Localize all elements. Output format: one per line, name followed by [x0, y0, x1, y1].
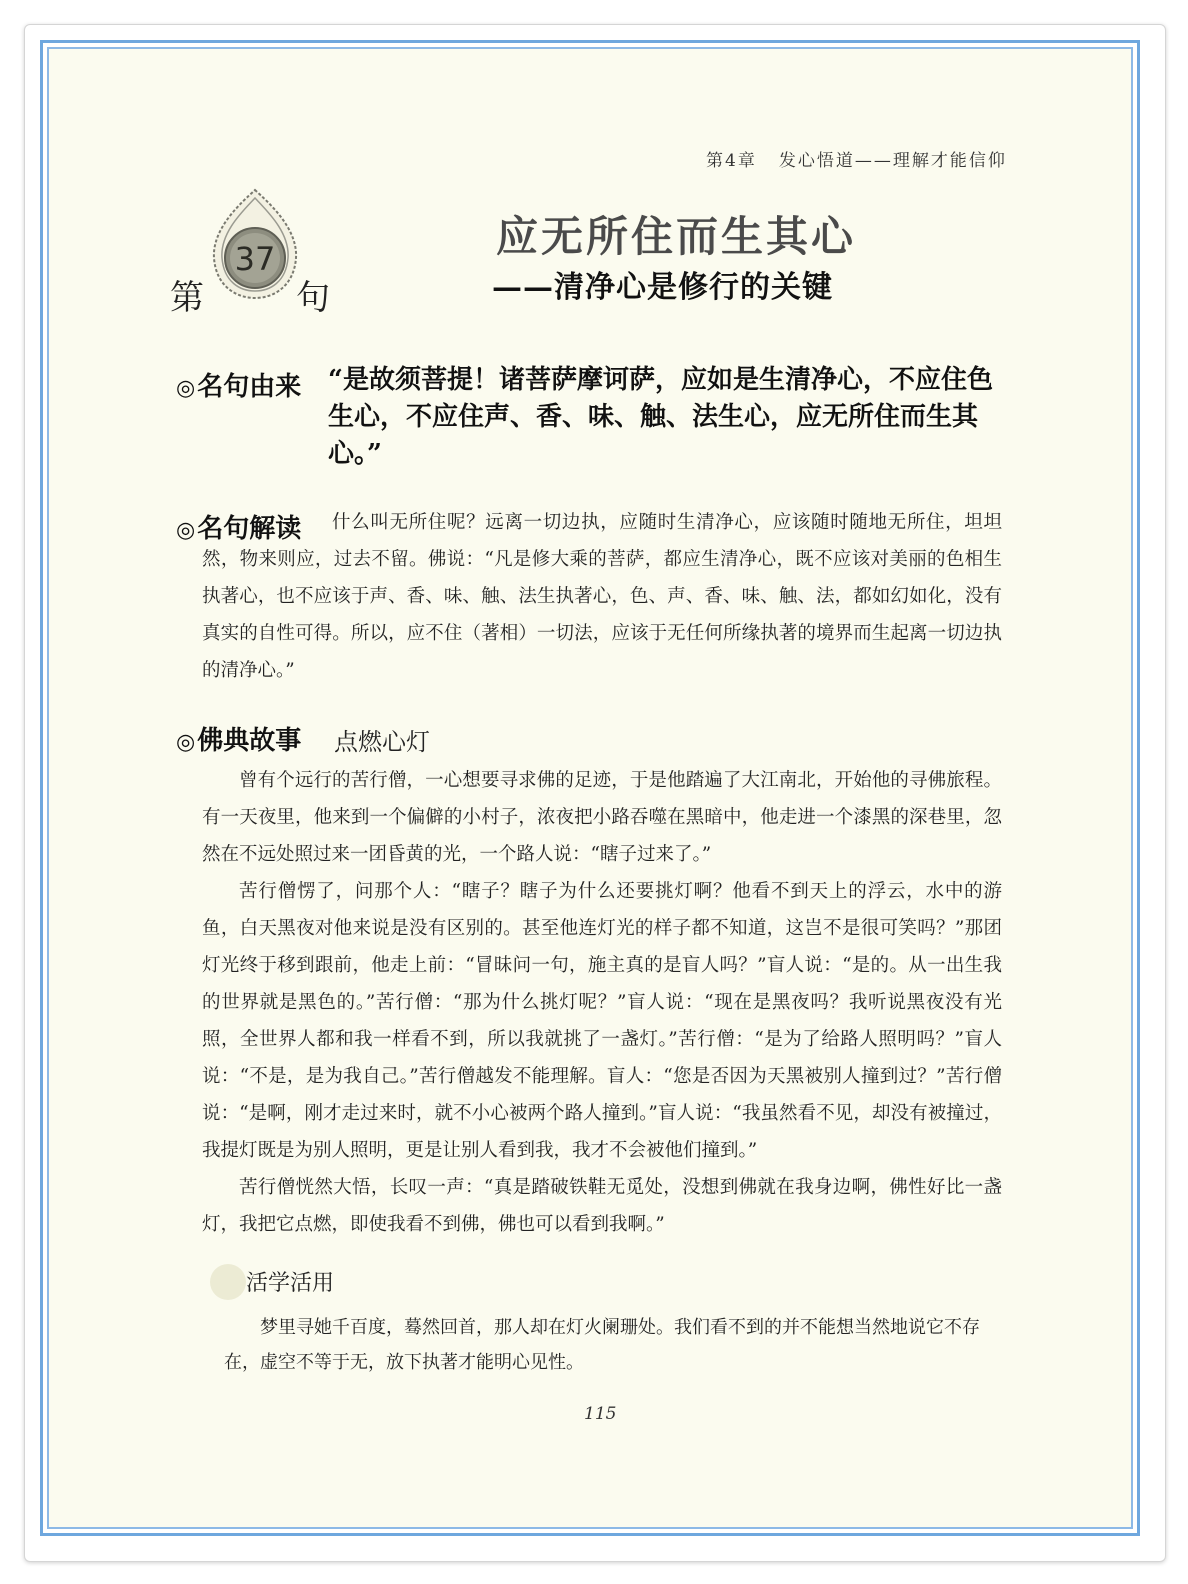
origin-heading-text: 名句由来	[197, 372, 302, 402]
chapter-title: 发心悟道——理解才能信仰	[778, 151, 1007, 171]
story-paragraph: 苦行僧愣了，问那个人：“瞎子？瞎子为什么还要挑灯啊？他看不到天上的浮云，水中的游鱼，白天黑夜对他来说是没有区别的。甚至他连灯光的样子都不知道，这岂不是很可笑吗？”那团灯光终于移到跟前，他走上前：“冒昧问一句，施主真的是盲人吗？”盲人说：“是的。从一出生我的世界就是黑色的。”苦行僧：“那为什么挑灯呢？”盲人说：“现在是黑夜吗？我听说黑夜没有光照，全世界人都和我一样看不到，所以我就挑了一盏灯。”苦行僧：“是为了给路人照明吗？”盲人说：“不是，是为我自己。”苦行僧越发不能理解。盲人：“您是否因为天黑被别人撞到过？”苦行僧说：“是啊，刚才走过来时，就不小心被两个路人撞到。”盲人说：“我虽然看不见，却没有被撞过，我提灯既是为别人照明，更是让别人看到我，我才不会被他们撞到。”	[202, 881, 1002, 1161]
story-title: 点燃心灯	[334, 728, 430, 756]
story-heading-text: 佛典故事	[197, 726, 302, 756]
running-header	[706, 146, 1046, 171]
chapter-number: 第4章	[706, 151, 757, 171]
page-title: 应无所住而生其心	[496, 212, 857, 261]
ornament-badge-icon	[210, 188, 300, 300]
bullseye-icon: ◎	[176, 518, 196, 543]
page-number: 115	[584, 1404, 617, 1424]
sentence-number: 37	[234, 240, 276, 278]
circle-decoration-icon	[210, 1264, 246, 1300]
bullseye-icon: ◎	[176, 730, 196, 755]
application-heading: 活学活用	[246, 1271, 335, 1296]
story-heading	[176, 720, 301, 757]
page-subtitle: ——清净心是修行的关键	[492, 270, 833, 305]
application-paragraph: 梦里寻她千百度，蓦然回首，那人却在灯火阑珊处。我们看不到的并不能想当然地说它不存在，虚空不等于无，放下执著才能明心见性。	[224, 1317, 980, 1373]
application-text	[224, 1310, 994, 1380]
story-paragraph: 曾有个远行的苦行僧，一心想要寻求佛的足迹，于是他踏遍了大江南北，开始他的寻佛旅程。有一天夜里，他来到一个偏僻的小村子，浓夜把小路吞噬在黑暗中，他走进一个漆黑的深巷里，忽然在不远处照过来一团昏黄的光，一个路人说：“瞎子过来了。”	[202, 770, 1002, 865]
origin-quote: “是故须菩提！诸菩萨摩诃萨，应如是生清净心，不应住色生心，不应住声、香、味、触、法生心，应无所住而生其心。”	[328, 365, 993, 469]
origin-heading	[176, 366, 301, 403]
interpretation-text: 什么叫无所住呢？远离一切边执，应随时生清净心，应该随时随地无所住，坦坦然，物来则应，过去不留。佛说：“凡是修大乘的菩萨，都应生清净心，既不应该对美丽的色相生执著心，也不应该于声、香、味、触、法生执著心，色、声、香、味、触、法，都如幻如化，没有真实的自性可得。所以，应不住（著相）一切法，应该于无任何所缘执著的境界而生起离一切边执的清净心。”	[202, 512, 1002, 681]
bullseye-icon: ◎	[176, 376, 196, 401]
badge-suffix: 句	[296, 278, 330, 318]
badge-prefix: 第	[170, 278, 204, 318]
story-body	[202, 762, 1002, 1243]
interpretation-heading-text: 名句解读	[197, 514, 302, 544]
story-paragraph: 苦行僧恍然大悟，长叹一声：“真是踏破铁鞋无觅处，没想到佛就在我身边啊，佛性好比一盏灯，我把它点燃，即使我看不到佛，佛也可以看到我啊。”	[202, 1177, 1002, 1235]
